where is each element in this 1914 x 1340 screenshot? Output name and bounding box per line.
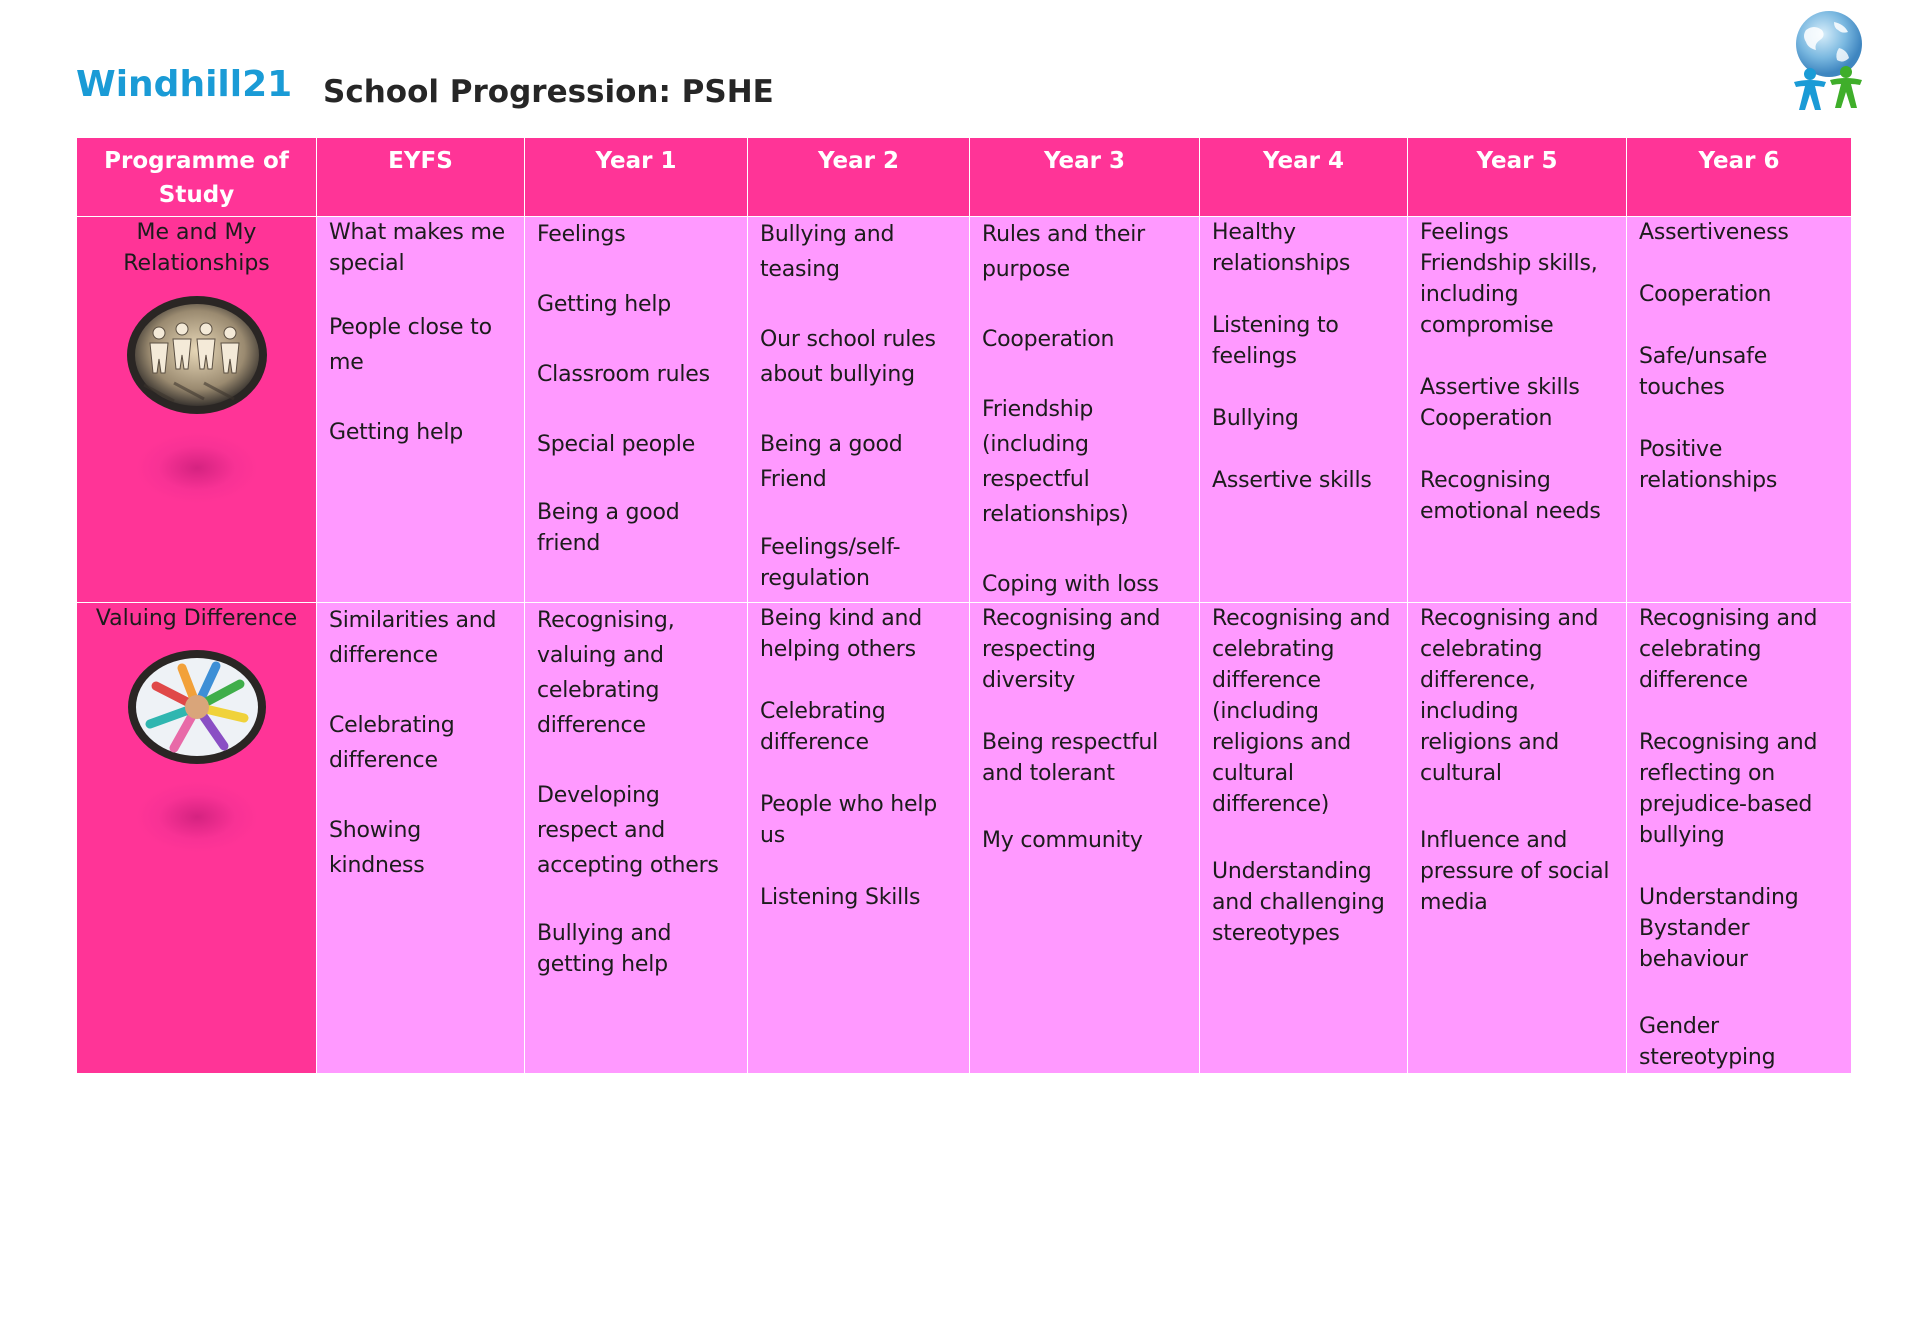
cell-relationships-year-4 xyxy=(1200,217,1408,603)
cell-difference-year-5 xyxy=(1408,603,1627,1074)
page-title: School Progression: PSHE xyxy=(323,74,774,110)
list-item: Friendship (including respectful relationships) xyxy=(982,397,1129,527)
list-item: Listening to feelings xyxy=(1212,313,1339,369)
list-item: Recognising and celebrating difference xyxy=(1639,606,1818,693)
pshe-progression-table xyxy=(76,137,1852,1074)
list-item: Assertiveness xyxy=(1639,220,1789,245)
list-item: Feelings/self-regulation xyxy=(760,535,901,591)
column-header-year-4: Year 4 xyxy=(1200,138,1408,217)
list-item: Our school rules about bullying xyxy=(760,327,936,387)
globe-people-logo-icon xyxy=(1784,8,1874,112)
list-item: Classroom rules xyxy=(537,362,710,387)
list-item: Special people xyxy=(537,432,696,457)
topic-cell-valuing-difference xyxy=(77,603,317,1074)
column-header-year-6: Year 6 xyxy=(1627,138,1852,217)
list-item: What makes me special xyxy=(329,220,506,276)
column-header-programme: Programme of Study xyxy=(77,138,317,217)
list-item: Being a good Friend xyxy=(760,432,903,492)
list-item: Friendship skills, including compromise xyxy=(1420,251,1598,338)
list-item: Safe/unsafe touches xyxy=(1639,344,1768,400)
list-item: Rules and their purpose xyxy=(982,222,1145,282)
list-item: People who help us xyxy=(760,792,938,848)
topic-label: Valuing Difference xyxy=(95,606,298,631)
cell-relationships-year-5 xyxy=(1408,217,1627,603)
list-item: Bullying xyxy=(1212,406,1299,431)
table-row-relationships xyxy=(77,217,1852,603)
list-item: Being kind and helping others xyxy=(760,606,922,662)
cell-relationships-year-2 xyxy=(748,217,970,603)
column-header-year-2: Year 2 xyxy=(748,138,970,217)
list-item: Influence and pressure of social media xyxy=(1420,828,1610,915)
list-item: Recognising, valuing and celebrating difference xyxy=(537,608,675,738)
cell-difference-year-1 xyxy=(525,603,748,1074)
column-header-year-3: Year 3 xyxy=(970,138,1200,217)
cell-difference-year-4 xyxy=(1200,603,1408,1074)
cell-difference-year-3 xyxy=(970,603,1200,1074)
decorative-shadow xyxy=(137,782,257,852)
topic-label: Me and My Relationships xyxy=(123,220,270,276)
list-item: Showing kindness xyxy=(329,818,425,878)
list-item: Recognising and respecting diversity xyxy=(982,606,1161,693)
list-item: Recognising emotional needs xyxy=(1420,468,1601,524)
hands-circle-icon xyxy=(126,648,268,766)
list-item: Feelings xyxy=(1420,220,1509,245)
list-item: Being a good friend xyxy=(537,500,680,556)
column-header-year-5: Year 5 xyxy=(1408,138,1627,217)
list-item: Getting help xyxy=(329,420,464,445)
list-item: Positive relationships xyxy=(1639,437,1778,493)
list-item: Understanding Bystander behaviour xyxy=(1639,885,1799,972)
list-item: Recognising and celebrating difference (including religions and cultural difference) xyxy=(1212,606,1391,817)
cell-difference-year-2 xyxy=(748,603,970,1074)
list-item: Assertive skills xyxy=(1212,468,1372,493)
list-item: Bullying and getting help xyxy=(537,921,672,977)
list-item: Celebrating difference xyxy=(760,699,886,755)
decorative-shadow xyxy=(137,433,257,503)
list-item: Recognising and reflecting on prejudice-based bullying xyxy=(1639,730,1818,848)
list-item: Recognising and celebrating difference, including religions and cultural xyxy=(1420,606,1599,786)
list-item: Being respectful and tolerant xyxy=(982,730,1159,786)
paper-chain-people-icon xyxy=(124,293,270,417)
list-item: Assertive skills xyxy=(1420,375,1580,400)
cell-difference-year-6 xyxy=(1627,603,1852,1074)
cell-relationships-year-6 xyxy=(1627,217,1852,603)
list-item: Getting help xyxy=(537,292,672,317)
list-item: Cooperation xyxy=(1420,406,1553,431)
cell-relationships-year-1 xyxy=(525,217,748,603)
list-item: Feelings xyxy=(537,222,626,247)
list-item: Bullying and teasing xyxy=(760,222,895,282)
list-item: Developing respect and accepting others xyxy=(537,783,719,878)
column-header-eyfs: EYFS xyxy=(317,138,525,217)
list-item: Coping with loss xyxy=(982,572,1159,597)
brand-name: Windhill21 xyxy=(76,64,293,105)
table-row-valuing-difference xyxy=(77,603,1852,1074)
list-item: My community xyxy=(982,828,1143,853)
list-item: People close to me xyxy=(329,315,492,375)
topic-cell-relationships xyxy=(77,217,317,603)
cell-relationships-year-3 xyxy=(970,217,1200,603)
column-header-year-1: Year 1 xyxy=(525,138,748,217)
list-item: Cooperation xyxy=(982,327,1115,352)
list-item: Gender stereotyping xyxy=(1639,1014,1776,1070)
cell-difference-eyfs xyxy=(317,603,525,1074)
list-item: Listening Skills xyxy=(760,885,921,910)
list-item: Healthy relationships xyxy=(1212,220,1351,276)
list-item: Celebrating difference xyxy=(329,713,455,773)
list-item: Similarities and difference xyxy=(329,608,497,668)
header-row xyxy=(77,138,1852,217)
cell-relationships-eyfs xyxy=(317,217,525,603)
list-item: Understanding and challenging stereotypes xyxy=(1212,859,1385,946)
list-item: Cooperation xyxy=(1639,282,1772,307)
